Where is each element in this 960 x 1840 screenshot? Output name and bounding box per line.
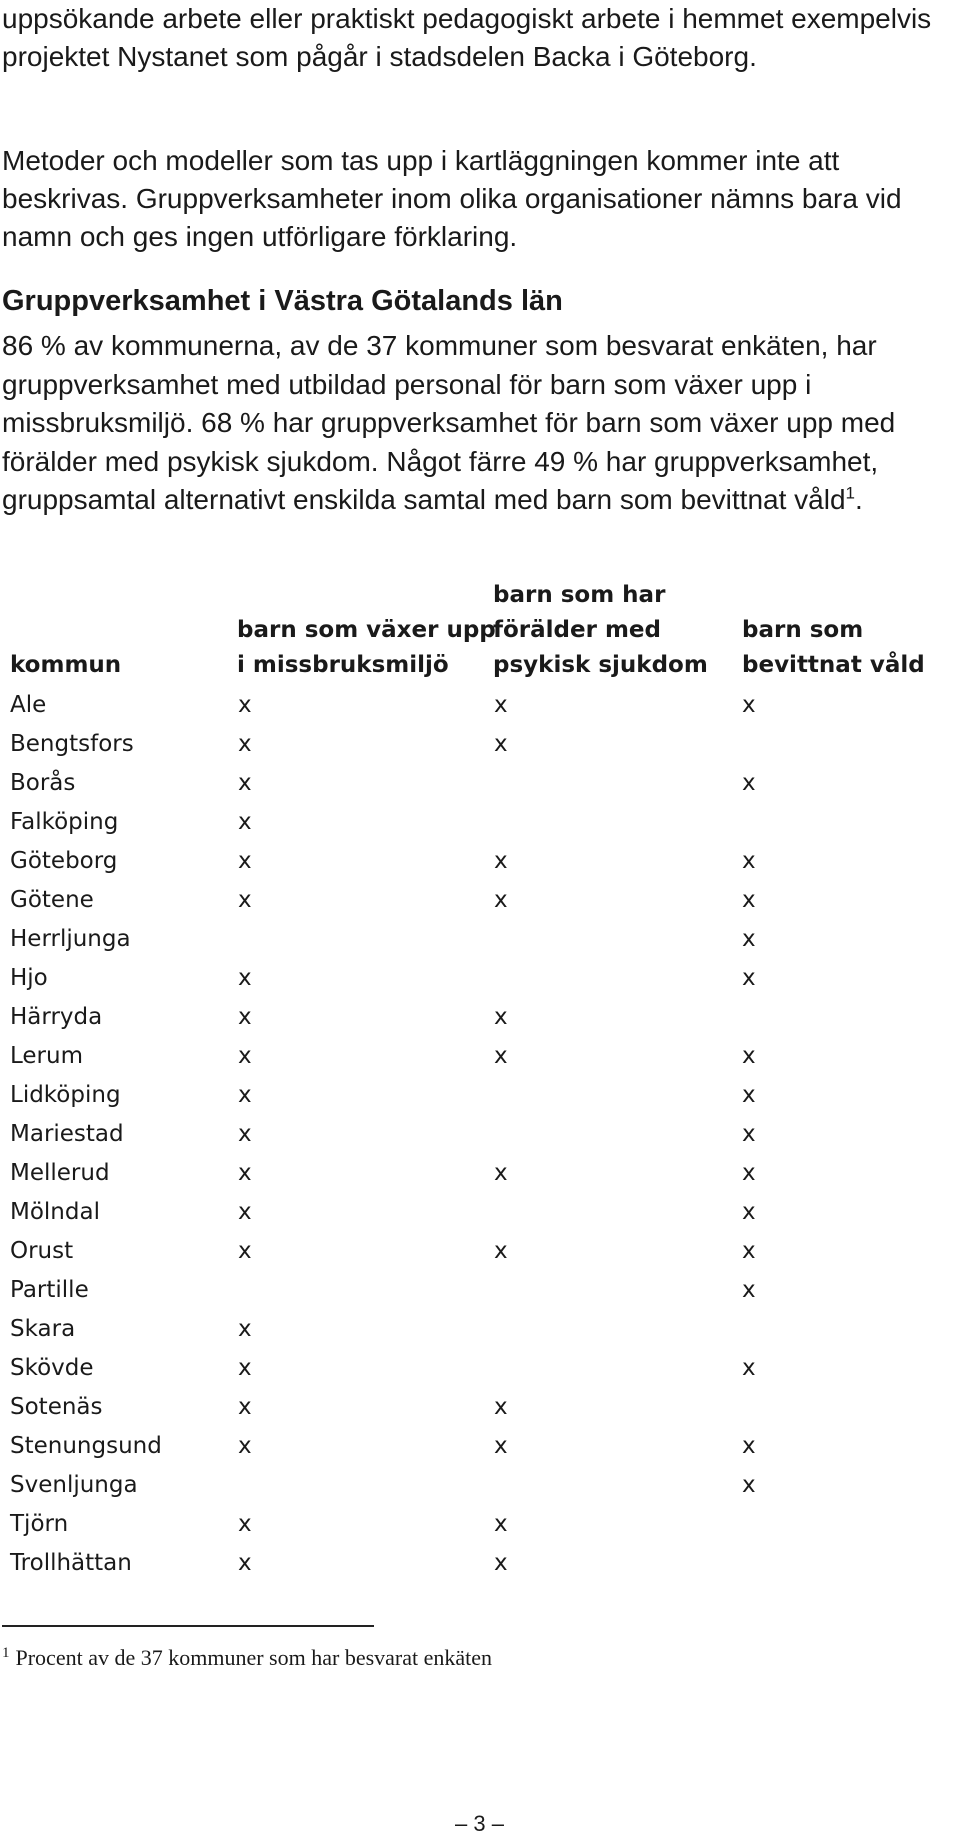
cell-psykisk-sjukdom: x	[494, 887, 508, 913]
header-missbruksmiljo: barn som växer upp i missbruksmiljö	[237, 617, 496, 678]
cell-missbruksmiljo: x	[238, 770, 252, 796]
table-row	[0, 920, 960, 959]
table-row	[0, 959, 960, 998]
section-heading: Gruppverksamhet i Västra Götalands län	[2, 285, 563, 317]
cell-bevittnat-vald: x	[742, 887, 756, 913]
footnote	[2, 1643, 492, 1673]
table-row	[0, 1271, 960, 1310]
cell-kommun: Hjo	[10, 965, 48, 991]
cell-psykisk-sjukdom: x	[494, 1394, 508, 1420]
cell-kommun: Stenungsund	[10, 1433, 162, 1459]
cell-missbruksmiljo: x	[238, 965, 252, 991]
stats-paragraph-end: .	[855, 484, 863, 515]
cell-psykisk-sjukdom: x	[494, 731, 508, 757]
cell-psykisk-sjukdom: x	[494, 1043, 508, 1069]
table-row	[0, 1310, 960, 1349]
table-row	[0, 1505, 960, 1544]
table-row	[0, 998, 960, 1037]
cell-missbruksmiljo: x	[238, 809, 252, 835]
table-row	[0, 1154, 960, 1193]
cell-bevittnat-vald: x	[742, 965, 756, 991]
cell-kommun: Herrljunga	[10, 926, 131, 952]
cell-missbruksmiljo: x	[238, 1238, 252, 1264]
cell-missbruksmiljo: x	[238, 1433, 252, 1459]
cell-bevittnat-vald: x	[742, 1082, 756, 1108]
cell-missbruksmiljo: x	[238, 1316, 252, 1342]
footnote-reference: 1	[845, 483, 855, 503]
cell-missbruksmiljo: x	[238, 692, 252, 718]
header-bevittnat-vald: barn som bevittnat våld	[742, 617, 925, 678]
cell-kommun: Tjörn	[10, 1511, 69, 1537]
cell-bevittnat-vald: x	[742, 1433, 756, 1459]
cell-kommun: Mölndal	[10, 1199, 100, 1225]
cell-kommun: Lidköping	[10, 1082, 121, 1108]
cell-kommun: Ale	[10, 692, 47, 718]
table-row	[0, 725, 960, 764]
page-number: – 3 –	[455, 1811, 504, 1836]
table-row	[0, 764, 960, 803]
table-row	[0, 1349, 960, 1388]
cell-psykisk-sjukdom: x	[494, 1433, 508, 1459]
cell-missbruksmiljo: x	[238, 887, 252, 913]
cell-kommun: Mariestad	[10, 1121, 124, 1147]
cell-kommun: Falköping	[10, 809, 119, 835]
table-row	[0, 1427, 960, 1466]
cell-kommun: Bengtsfors	[10, 731, 134, 757]
cell-missbruksmiljo: x	[238, 1394, 252, 1420]
footnote-marker: 1	[2, 1644, 10, 1661]
table-header	[0, 578, 960, 686]
table-row	[0, 1115, 960, 1154]
cell-kommun: Sotenäs	[10, 1394, 103, 1420]
cell-kommun: Svenljunga	[10, 1472, 138, 1498]
cell-bevittnat-vald: x	[742, 1160, 756, 1186]
cell-missbruksmiljo: x	[238, 1550, 252, 1576]
cell-missbruksmiljo: x	[238, 1511, 252, 1537]
cell-missbruksmiljo: x	[238, 1082, 252, 1108]
cell-psykisk-sjukdom: x	[494, 1550, 508, 1576]
cell-bevittnat-vald: x	[742, 848, 756, 874]
table-row	[0, 1466, 960, 1505]
cell-psykisk-sjukdom: x	[494, 848, 508, 874]
cell-kommun: Lerum	[10, 1043, 83, 1069]
table-row	[0, 881, 960, 920]
cell-kommun: Skara	[10, 1316, 76, 1342]
table-row	[0, 1037, 960, 1076]
table-row	[0, 1193, 960, 1232]
table-row	[0, 686, 960, 725]
cell-missbruksmiljo: x	[238, 1355, 252, 1381]
cell-bevittnat-vald: x	[742, 1043, 756, 1069]
cell-kommun: Orust	[10, 1238, 74, 1264]
table-row	[0, 842, 960, 881]
table-row	[0, 1076, 960, 1115]
cell-bevittnat-vald: x	[742, 1355, 756, 1381]
cell-bevittnat-vald: x	[742, 1199, 756, 1225]
stats-paragraph	[2, 327, 952, 520]
cell-missbruksmiljo: x	[238, 1043, 252, 1069]
cell-kommun: Härryda	[10, 1004, 103, 1030]
methods-paragraph: Metoder och modeller som tas upp i kartläggningen kommer inte att beskrivas. Gruppverksamheter inom olika organisationer nämns bara vid namn och ges ingen utförligare förklaring.	[2, 145, 902, 252]
cell-kommun: Partille	[10, 1277, 89, 1303]
municipality-table	[0, 578, 960, 1583]
cell-bevittnat-vald: x	[742, 692, 756, 718]
footnote-text: Procent av de 37 kommuner som har besvarat enkäten	[15, 1645, 493, 1670]
table-row	[0, 1544, 960, 1583]
cell-missbruksmiljo: x	[238, 731, 252, 757]
cell-psykisk-sjukdom: x	[494, 1238, 508, 1264]
cell-bevittnat-vald: x	[742, 770, 756, 796]
cell-kommun: Götene	[10, 887, 94, 913]
cell-missbruksmiljo: x	[238, 1121, 252, 1147]
table-row	[0, 1388, 960, 1427]
header-psykisk-sjukdom: barn som har förälder med psykisk sjukdom	[493, 582, 708, 678]
header-kommun: kommun	[10, 652, 122, 678]
cell-missbruksmiljo: x	[238, 1199, 252, 1225]
cell-kommun: Borås	[10, 770, 76, 796]
intro-paragraph: uppsökande arbete eller praktiskt pedagogiskt arbete i hemmet exempelvis projektet Nystanet som pågår i stadsdelen Backa i Göteborg.	[2, 3, 932, 72]
cell-psykisk-sjukdom: x	[494, 1160, 508, 1186]
cell-missbruksmiljo: x	[238, 1160, 252, 1186]
cell-psykisk-sjukdom: x	[494, 692, 508, 718]
cell-psykisk-sjukdom: x	[494, 1004, 508, 1030]
cell-kommun: Skövde	[10, 1355, 94, 1381]
footnote-divider	[2, 1625, 374, 1627]
cell-kommun: Mellerud	[10, 1160, 110, 1186]
cell-bevittnat-vald: x	[742, 1277, 756, 1303]
table-row	[0, 1232, 960, 1271]
cell-missbruksmiljo: x	[238, 848, 252, 874]
cell-kommun: Trollhättan	[10, 1550, 132, 1576]
cell-bevittnat-vald: x	[742, 1121, 756, 1147]
cell-kommun: Göteborg	[10, 848, 118, 874]
cell-bevittnat-vald: x	[742, 926, 756, 952]
cell-missbruksmiljo: x	[238, 1004, 252, 1030]
cell-bevittnat-vald: x	[742, 1472, 756, 1498]
table-body	[0, 686, 960, 1583]
cell-bevittnat-vald: x	[742, 1238, 756, 1264]
stats-paragraph-text: 86 % av kommunerna, av de 37 kommuner som besvarat enkäten, har gruppverksamhet med utbildad personal för barn som växer upp i missbruksmiljö. 68 % har gruppverksamhet för barn som växer upp med förälder med psykisk sjukdom. Något färre 49 % har gruppverksamhet, gruppsamtal alternativt enskilda samtal med barn som bevittnat våld	[2, 330, 896, 515]
table-row	[0, 803, 960, 842]
cell-psykisk-sjukdom: x	[494, 1511, 508, 1537]
